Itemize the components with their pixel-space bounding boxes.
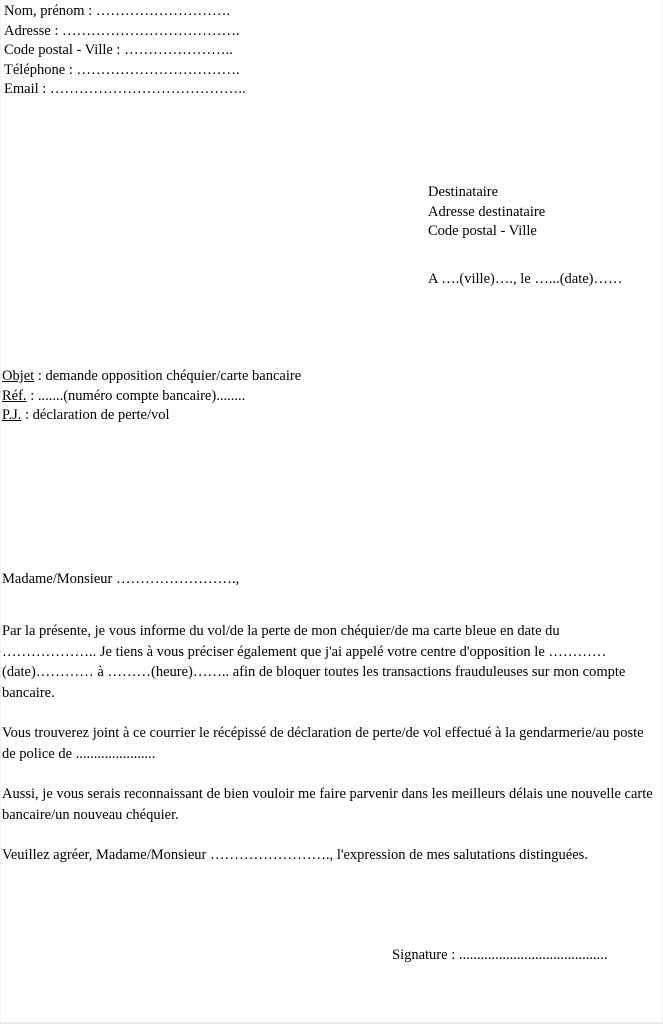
place-and-date: A ….(ville)…., le …...(date)…… — [428, 271, 623, 287]
sender-line-address: Adresse : ………………………………. — [4, 22, 240, 39]
ref-text: : .......(numéro compte bancaire)........ — [26, 387, 246, 404]
ref-label: Réf. — [2, 387, 27, 404]
objet-text: : demande opposition chéquier/carte bancaire — [34, 368, 302, 384]
subject-objet-line — [2, 367, 562, 387]
subject-ref-line — [2, 387, 562, 407]
sender-line-postal-city: Code postal - Ville : ………………….. — [4, 42, 233, 58]
paragraph-4: Veuillez agréer, Madame/Monsieur ……………………., l'expression de mes salutations distinguées. — [2, 847, 588, 863]
recipient-line-name: Destinataire — [428, 184, 499, 200]
signature-line: Signature : ......................................... — [392, 947, 608, 963]
pj-label: P.J. — [2, 407, 22, 423]
paragraph-2: Vous trouverez joint à ce courrier le récépissé de déclaration de perte/de vol effectué à la gendarmerie/au poste de police de ...................... — [2, 725, 644, 762]
sender-line-name: Nom, prénom : ………………………. — [4, 3, 230, 19]
pj-text: : déclaration de perte/vol — [21, 407, 170, 423]
subject-block — [2, 367, 562, 426]
letter-paragraphs — [2, 621, 657, 866]
recipient-address-block — [428, 183, 663, 242]
recipient-line-address: Adresse destinataire — [428, 203, 546, 220]
salutation: Madame/Monsieur ……………………., — [2, 571, 240, 587]
recipient-line-postal-city: Code postal - Ville — [428, 223, 537, 239]
sender-address-block — [4, 2, 404, 100]
paragraph-3: Aussi, je vous serais reconnaissant de bien vouloir me faire parvenir dans les meilleurs délais une nouvelle carte bancaire/un nouveau chéquier. — [2, 786, 653, 823]
sender-line-phone: Téléphone : ……………………………. — [4, 61, 240, 78]
paragraph-1: Par la présente, je vous informe du vol/de la perte de mon chéquier/de ma carte bleue en date du ……………….. Je tiens à vous préciser également que j'ai appelé votre centre d'opposition le …………(date)………… à ………(heure)…….. afin de bloquer toutes les transactions frauduleuses sur mon compte bancaire. — [2, 623, 626, 701]
subject-pj-line — [2, 406, 562, 426]
sender-line-email: Email : ………………………………….. — [4, 81, 246, 97]
objet-label: Objet — [2, 368, 35, 384]
